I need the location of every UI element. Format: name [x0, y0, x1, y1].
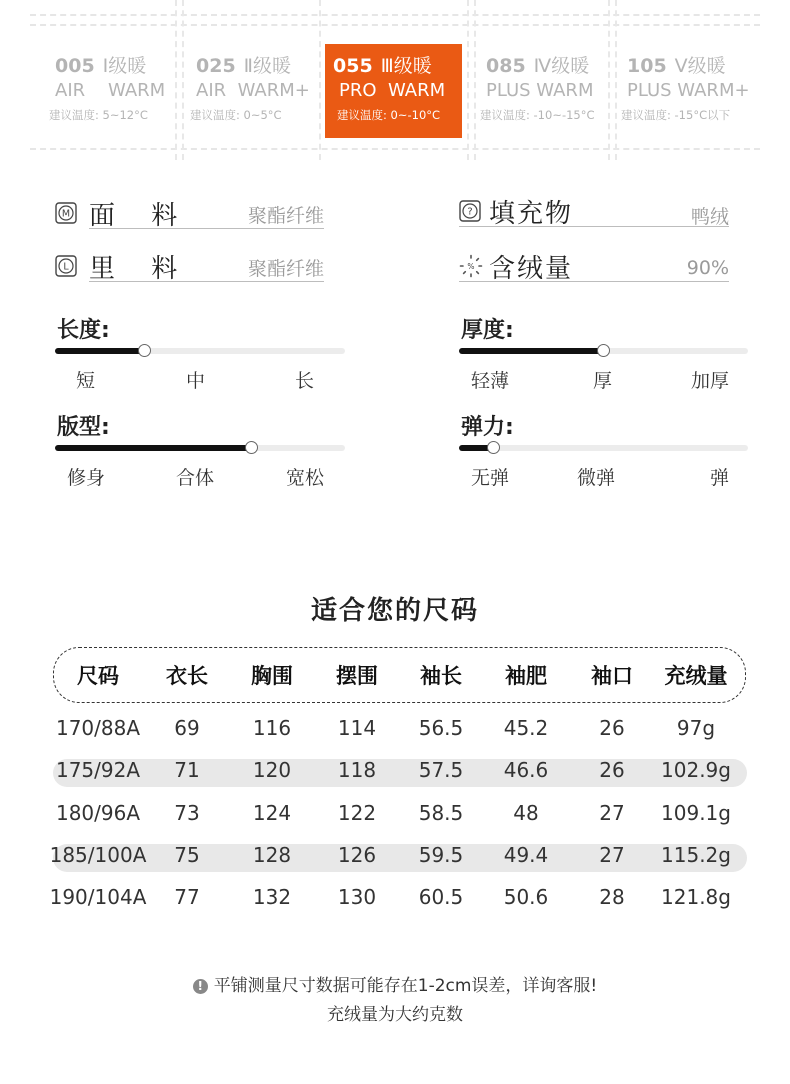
column-header: 衣长 [166, 664, 208, 688]
column-header: 袖长 [420, 664, 462, 688]
divider [30, 148, 760, 150]
table-cell: 128 [252, 843, 292, 867]
table-cell: 97g [676, 716, 716, 740]
warmth-level-085 [478, 44, 618, 138]
exclamation-icon: ! [193, 979, 208, 994]
table-cell: 56.5 [418, 716, 464, 740]
fit-label-loose: 宽松 [286, 467, 325, 489]
divider [474, 0, 476, 160]
table-cell: 60.5 [418, 885, 464, 909]
material-value: 聚酯纤维 [247, 258, 324, 280]
table-cell: 132 [252, 885, 292, 909]
fit-slider [55, 445, 345, 451]
table-cell: 121.8g [661, 885, 731, 909]
level-name: PLUS WARM [486, 80, 594, 101]
thickness-slider [459, 348, 748, 354]
material-value: 90% [686, 257, 729, 279]
level-name: PLUS WARM+ [627, 80, 750, 101]
measurement-note [0, 971, 790, 996]
table-cell: 120 [252, 758, 292, 782]
size-cell: 190/104A [49, 885, 147, 909]
material-label: 面 料 [89, 201, 192, 231]
percent-dial-icon [459, 254, 483, 278]
length-title: 长度: [57, 318, 110, 343]
table-cell: 46.6 [503, 758, 549, 782]
table-cell: 58.5 [418, 801, 464, 825]
note-text: 平铺测量尺寸数据可能存在1-2cm误差，详询客服! [213, 976, 598, 996]
table-cell: 45.2 [503, 716, 549, 740]
svg-text:L: L [63, 261, 69, 273]
length-slider-knob [138, 344, 151, 357]
level-temperature: 建议温度: 5~12°C [49, 108, 148, 122]
level-code: 105 [627, 55, 667, 77]
table-cell: 126 [337, 843, 377, 867]
level-grade: Ⅱ级暖 [243, 55, 292, 77]
level-name: PRO WARM [339, 80, 446, 101]
size-cell: 175/92A [55, 758, 141, 782]
warmth-level-bar [0, 0, 790, 160]
table-cell: 73 [174, 801, 200, 825]
level-temperature: 建议温度: 0~5°C [190, 108, 282, 122]
divider [467, 0, 469, 160]
level-temperature: 建议温度: -15°C以下 [621, 108, 731, 122]
underline [459, 226, 729, 227]
length-slider [55, 348, 345, 354]
level-grade: Ⅳ级暖 [533, 55, 590, 77]
column-header: 袖肥 [505, 664, 547, 688]
table-cell: 130 [337, 885, 377, 909]
level-temperature: 建议温度: -10~-15°C [480, 108, 595, 122]
material-value: 聚酯纤维 [247, 205, 324, 227]
level-code: 005 [55, 55, 95, 77]
length-label-medium: 中 [186, 370, 206, 392]
table-cell: 59.5 [418, 843, 464, 867]
size-cell: 185/100A [49, 843, 147, 867]
table-cell: 50.6 [503, 885, 549, 909]
material-filling [459, 196, 729, 229]
table-cell: 48 [513, 801, 539, 825]
divider [30, 24, 760, 26]
material-fabric [55, 198, 324, 231]
fit-title: 版型: [57, 415, 110, 440]
underline [89, 228, 324, 229]
level-code: 055 [333, 55, 373, 77]
lining-l-icon [55, 255, 77, 277]
table-cell: 114 [337, 716, 377, 740]
thickness-slider-fill [459, 348, 604, 354]
warmth-level-025 [188, 44, 328, 138]
level-grade: Ⅲ级暖 [380, 55, 432, 77]
thickness-label-extra-thick: 加厚 [691, 370, 730, 392]
thickness-slider-knob [597, 344, 610, 357]
material-lining [55, 251, 324, 284]
size-table-header [53, 647, 746, 703]
length-slider-fill [55, 348, 145, 354]
table-cell: 116 [252, 716, 292, 740]
table-cell: 69 [174, 716, 200, 740]
underline [89, 281, 324, 282]
length-label-short: 短 [76, 370, 96, 392]
svg-text:?: ? [467, 206, 473, 218]
material-label: 含绒量 [489, 254, 574, 284]
table-cell: 77 [174, 885, 200, 909]
table-cell: 49.4 [503, 843, 549, 867]
fit-slider-fill [55, 445, 252, 451]
table-cell: 122 [337, 801, 377, 825]
fabric-m-icon [55, 202, 77, 224]
warmth-level-005 [47, 44, 187, 138]
thickness-title: 厚度: [461, 318, 514, 343]
elasticity-slider-knob [487, 441, 500, 454]
warmth-level-055-selected [325, 44, 462, 138]
table-cell: 115.2g [661, 843, 731, 867]
column-header: 袖口 [591, 664, 633, 688]
svg-text:%: % [467, 262, 475, 271]
material-down-content [459, 251, 729, 284]
length-label-long: 长 [295, 370, 315, 392]
table-row-stripe [53, 844, 747, 872]
size-cell: 180/96A [55, 801, 141, 825]
level-name: AIR WARM [55, 80, 166, 101]
table-cell: 118 [337, 758, 377, 782]
column-header: 尺码 [77, 664, 119, 688]
svg-text:M: M [61, 208, 71, 220]
table-cell: 124 [252, 801, 292, 825]
elasticity-slider [459, 445, 748, 451]
thickness-label-thick: 厚 [593, 370, 613, 392]
level-code: 025 [196, 55, 236, 77]
level-code: 085 [486, 55, 526, 77]
table-row-stripe [53, 759, 747, 787]
material-label: 里 料 [89, 254, 192, 284]
table-cell: 27 [599, 843, 625, 867]
level-grade: Ⅰ级暖 [102, 55, 147, 77]
table-cell: 26 [599, 716, 625, 740]
table-cell: 71 [174, 758, 200, 782]
level-temperature: 建议温度: 0~-10°C [337, 108, 441, 122]
fit-slider-knob [245, 441, 258, 454]
column-header: 摆围 [336, 664, 378, 688]
column-header: 充绒量 [664, 664, 728, 688]
thickness-label-thin: 轻薄 [471, 370, 510, 392]
table-cell: 102.9g [661, 758, 731, 782]
level-grade: Ⅴ级暖 [674, 55, 726, 77]
question-icon [459, 200, 481, 222]
table-cell: 109.1g [661, 801, 731, 825]
column-header: 胸围 [251, 664, 293, 688]
table-cell: 28 [599, 885, 625, 909]
fit-label-slim: 修身 [67, 467, 106, 489]
divider [30, 14, 760, 16]
elasticity-label-stretch: 弹 [710, 467, 730, 489]
table-cell: 27 [599, 801, 625, 825]
material-label: 填充物 [489, 199, 574, 229]
elasticity-label-slight: 微弹 [577, 467, 616, 489]
table-cell: 57.5 [418, 758, 464, 782]
material-value: 鸭绒 [690, 206, 729, 228]
size-cell: 170/88A [55, 716, 141, 740]
table-cell: 75 [174, 843, 200, 867]
elasticity-title: 弹力: [461, 415, 514, 440]
fill-weight-note: 充绒量为大约克数 [327, 1005, 463, 1025]
fit-label-regular: 合体 [176, 467, 215, 489]
size-table-title: 适合您的尺码 [310, 596, 479, 626]
level-name: AIR WARM+ [196, 80, 310, 101]
warmth-level-105 [619, 44, 769, 138]
underline [459, 281, 729, 282]
elasticity-label-none: 无弹 [471, 467, 510, 489]
table-cell: 26 [599, 758, 625, 782]
